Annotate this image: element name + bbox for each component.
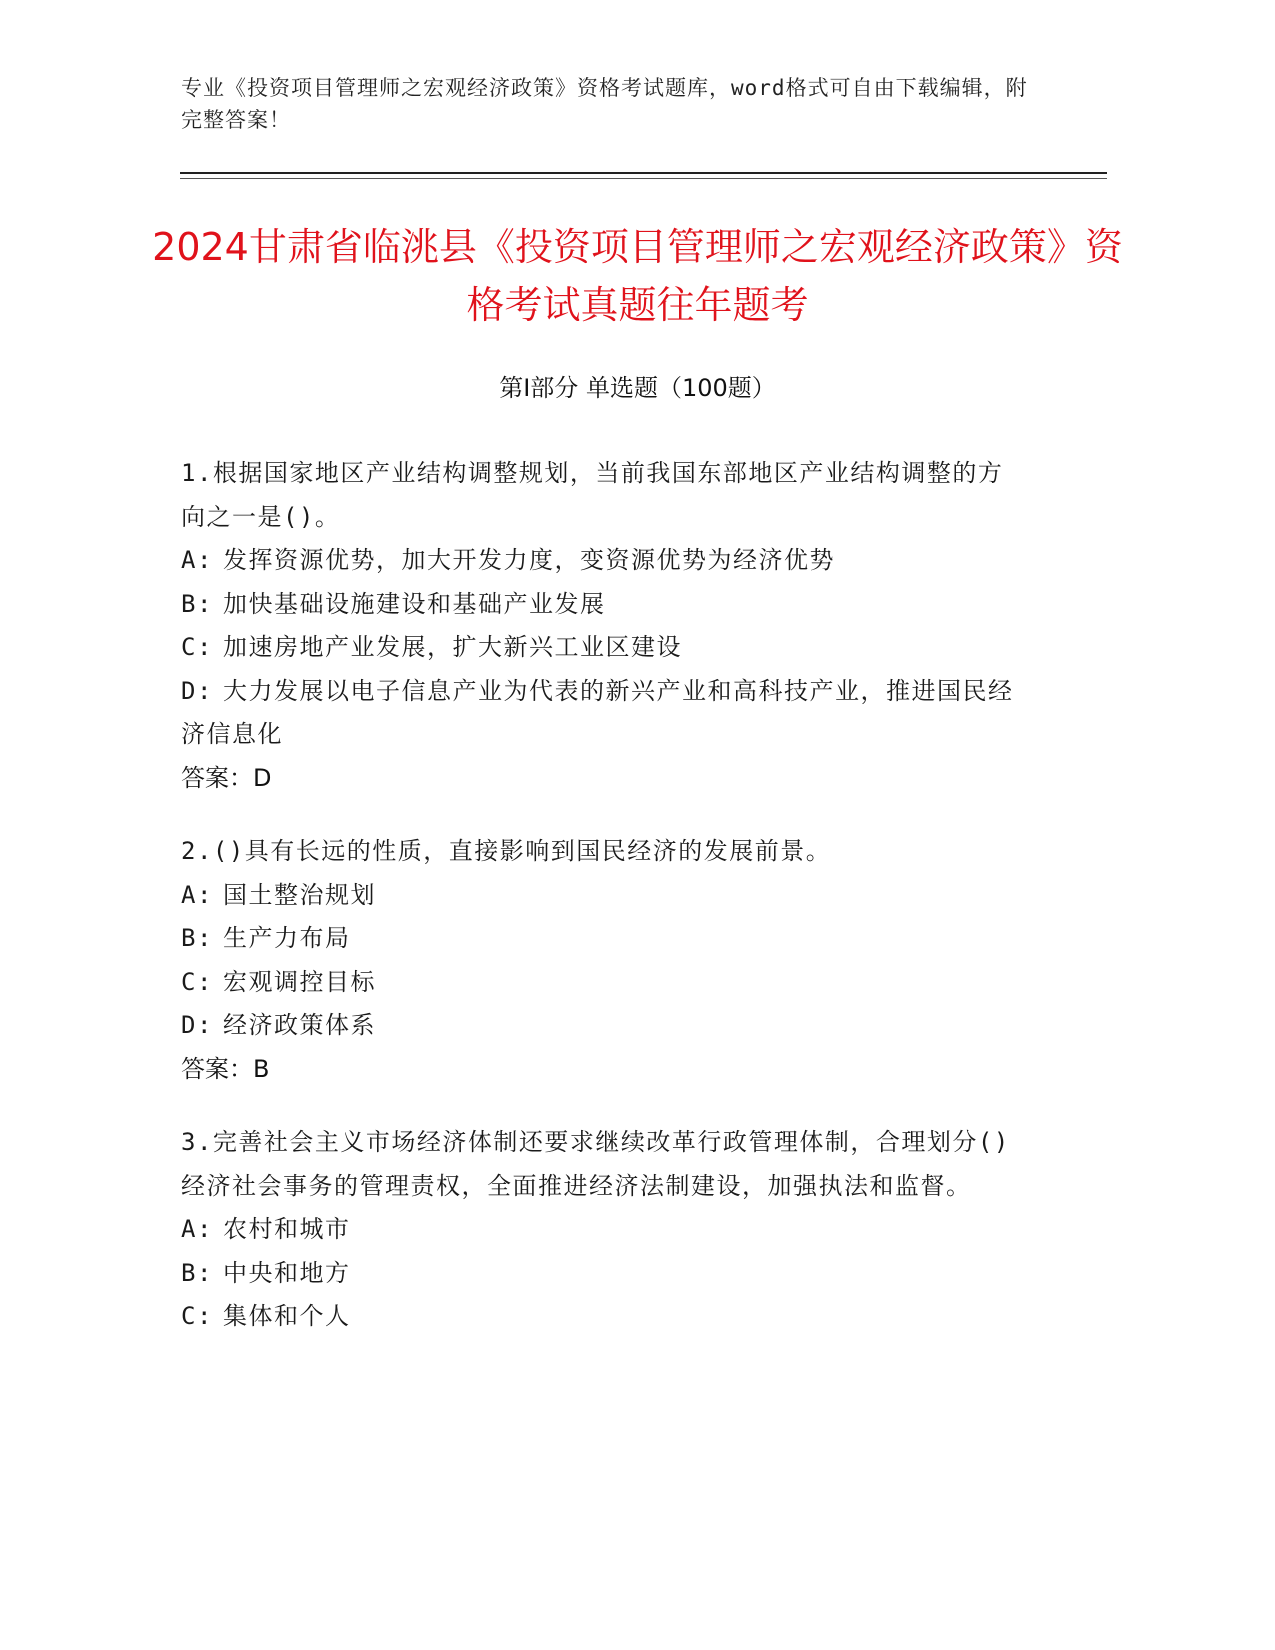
option-letter: B: <box>181 1258 213 1287</box>
option-a <box>181 1208 1026 1252</box>
option-letter: A: <box>181 1215 213 1243</box>
option-text: 国土整治规划 <box>223 880 376 909</box>
option-d <box>181 670 1026 757</box>
header-note: 专业《投资项目管理师之宏观经济政策》资格考试题库，word格式可自由下载编辑，附完整答案！ <box>181 76 1028 132</box>
answer-line: 答案：B <box>181 1054 270 1083</box>
option-text: 生产力布局 <box>223 924 351 952</box>
question-text: 3.完善社会主义市场经济体制还要求继续改革行政管理体制，合理划分()经济社会事务的管理责权，全面推进经济法制建设，加强执法和监督。 <box>181 1128 1010 1200</box>
option-text: 宏观调控目标 <box>223 967 376 996</box>
option-letter: A: <box>181 880 213 909</box>
question-list <box>181 452 1026 1369</box>
header-rule-thin <box>180 178 1107 179</box>
option-text: 集体和个人 <box>223 1302 351 1330</box>
option-a <box>181 539 1026 583</box>
option-b <box>181 917 1026 961</box>
option-letter: B: <box>181 924 213 952</box>
option-c <box>181 961 1026 1005</box>
document-title: 2024甘肃省临洮县《投资项目管理师之宏观经济政策》资格考试真题往年题考 <box>152 225 1123 327</box>
option-b <box>181 583 1026 627</box>
option-text: 经济政策体系 <box>223 1011 376 1039</box>
option-text: 中央和地方 <box>223 1258 351 1287</box>
option-text: 加快基础设施建设和基础产业发展 <box>223 589 606 618</box>
option-c <box>181 626 1026 670</box>
question-text: 1.根据国家地区产业结构调整规划，当前我国东部地区产业结构调整的方向之一是()。 <box>181 459 1004 531</box>
option-letter: C: <box>181 967 213 996</box>
option-text: 农村和城市 <box>223 1215 351 1243</box>
option-a <box>181 874 1026 918</box>
option-c <box>181 1295 1026 1339</box>
question-3 <box>181 1121 1026 1339</box>
question-2 <box>181 830 1026 1091</box>
option-text: 加速房地产业发展，扩大新兴工业区建设 <box>223 633 682 661</box>
option-text: 大力发展以电子信息产业为代表的新兴产业和高科技产业，推进国民经济信息化 <box>181 676 1014 748</box>
section-title: 第Ⅰ部分 单选题（100题） <box>499 374 776 402</box>
question-text: 2.()具有长远的性质，直接影响到国民经济的发展前景。 <box>181 837 832 865</box>
option-b <box>181 1252 1026 1296</box>
option-letter: D: <box>181 676 213 705</box>
option-letter: B: <box>181 589 213 618</box>
option-d <box>181 1004 1026 1048</box>
option-letter: D: <box>181 1011 213 1039</box>
option-text: 发挥资源优势，加大开发力度，变资源优势为经济优势 <box>223 546 835 574</box>
header-rule-thick <box>180 172 1107 174</box>
question-1 <box>181 452 1026 800</box>
answer-line: 答案：D <box>181 763 272 792</box>
option-letter: C: <box>181 633 213 661</box>
option-letter: A: <box>181 546 213 574</box>
option-letter: C: <box>181 1302 213 1330</box>
